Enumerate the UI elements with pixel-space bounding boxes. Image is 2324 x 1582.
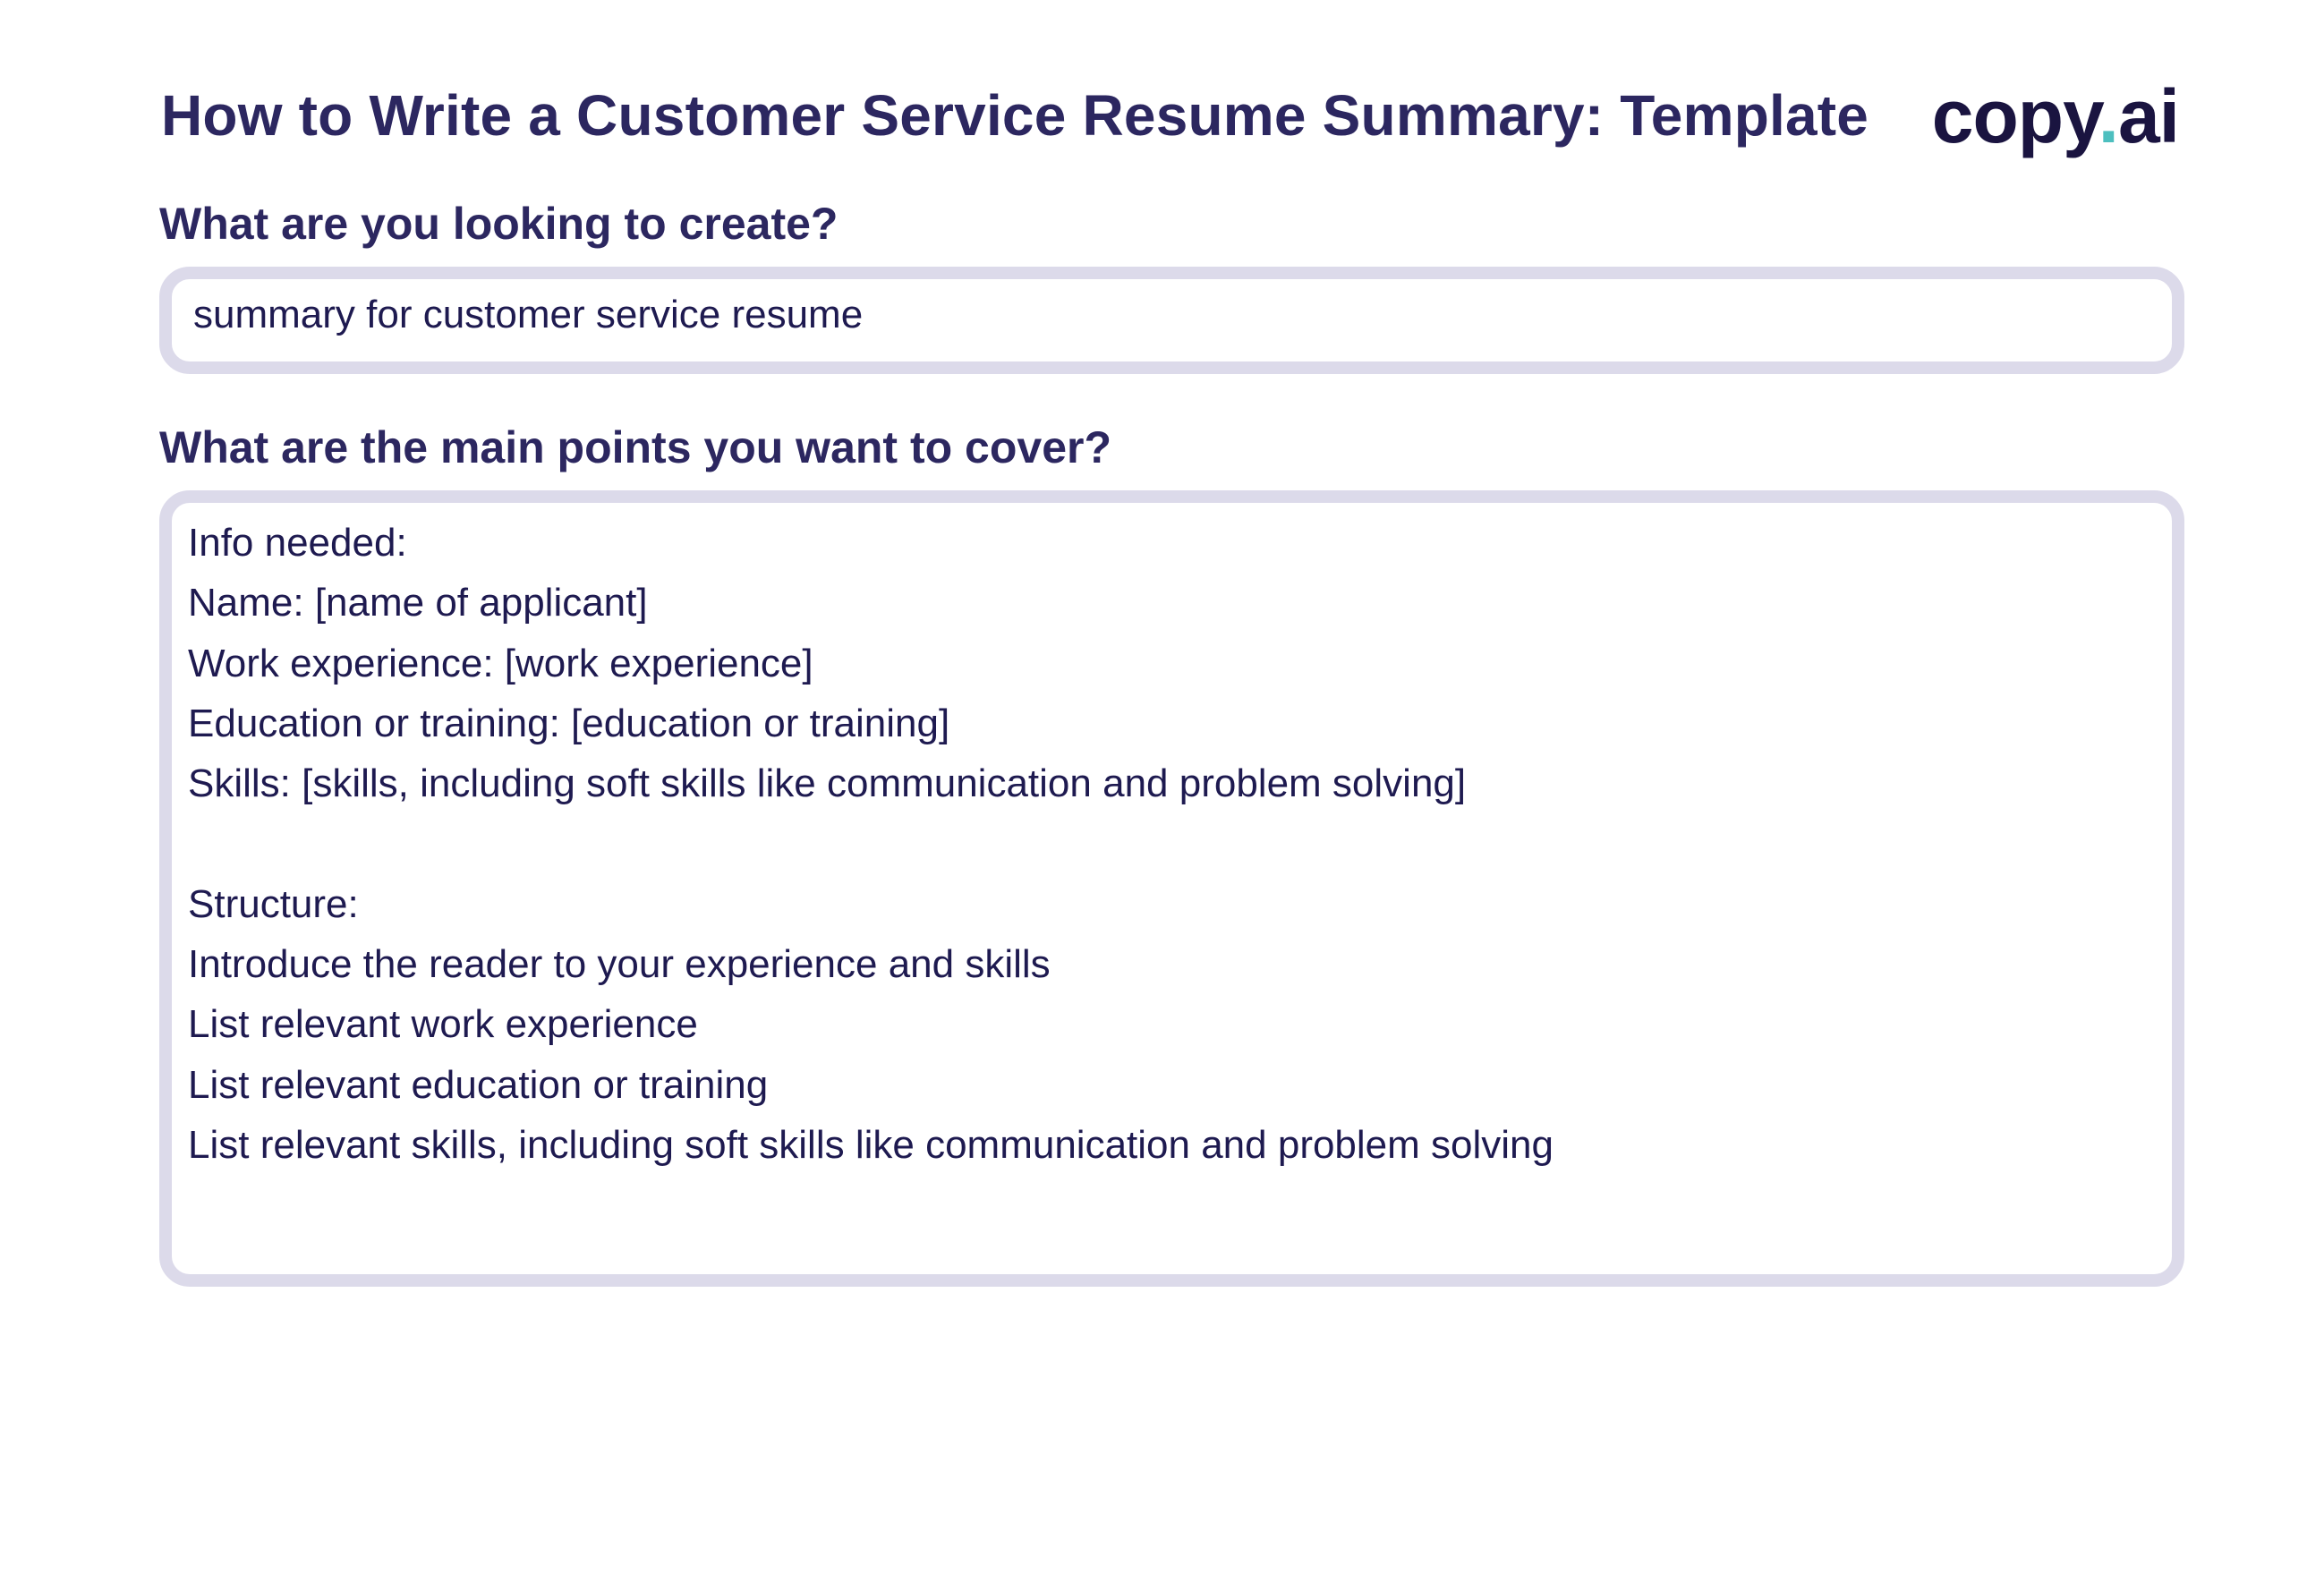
logo-dot: . bbox=[2098, 74, 2118, 158]
points-line bbox=[188, 813, 1554, 873]
page-title: How to Write a Customer Service Resume Summary: Template bbox=[161, 83, 1869, 148]
create-input-value[interactable]: summary for customer service resume bbox=[193, 293, 864, 336]
points-line: Introduce the reader to your experience and skills bbox=[188, 942, 1051, 987]
logo-text-main: copy bbox=[1931, 74, 2098, 158]
points-line: Education or training: [education or training] bbox=[188, 701, 950, 745]
points-line: List relevant work experience bbox=[188, 1002, 698, 1047]
points-line: Work experience: [work experience] bbox=[188, 641, 813, 685]
create-field-label: What are you looking to create? bbox=[159, 199, 839, 249]
points-line: List relevant skills, including soft skills like communication and problem solving bbox=[188, 1122, 1554, 1167]
points-line: Info needed: bbox=[188, 521, 407, 565]
points-line: Structure: bbox=[188, 881, 359, 926]
points-line: Name: [name of applicant] bbox=[188, 581, 648, 625]
points-line: List relevant education or training bbox=[188, 1062, 769, 1107]
points-line: Skills: [skills, including soft skills like communication and problem solving] bbox=[188, 761, 1467, 806]
points-field-label: What are the main points you want to cover? bbox=[159, 422, 1112, 472]
logo-text-suffix: ai bbox=[2117, 74, 2179, 158]
copy-ai-logo bbox=[1932, 75, 2179, 157]
points-textarea-content[interactable] bbox=[188, 513, 1554, 1175]
